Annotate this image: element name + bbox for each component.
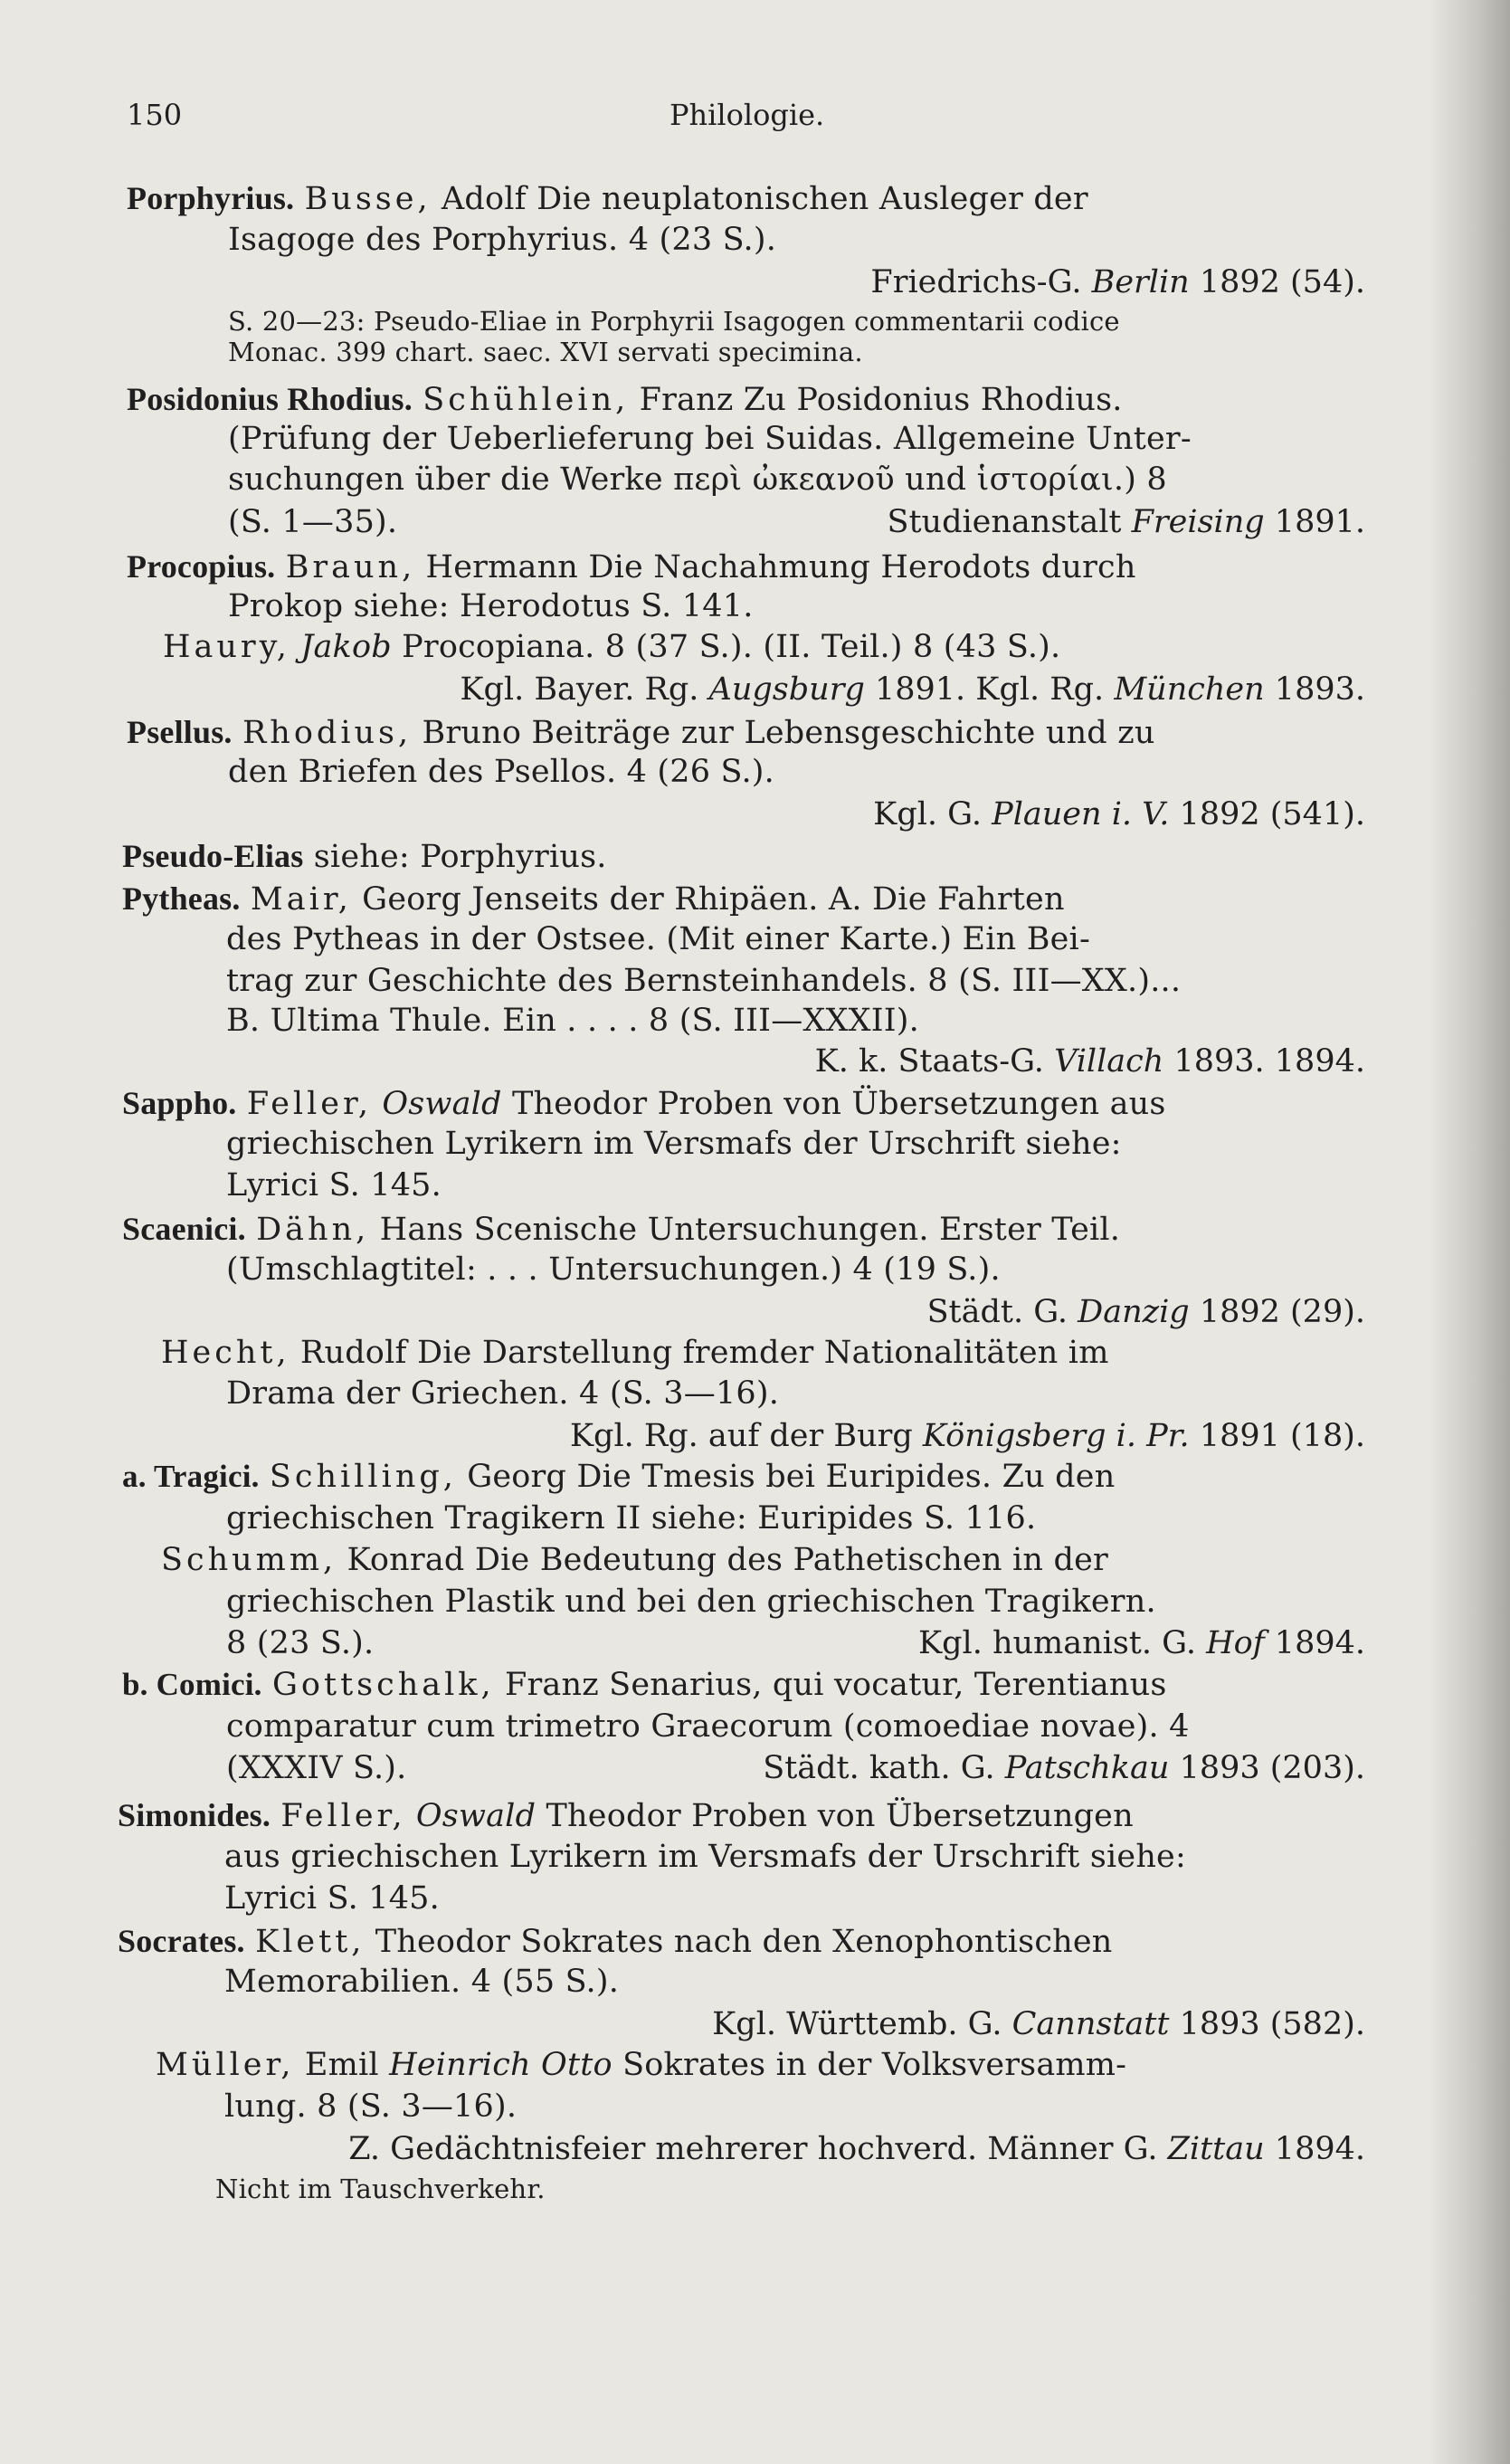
entry-porphyrius-note-2: Monac. 399 chart. saec. XVI servati specimina.	[228, 337, 863, 367]
entry-procopius-line-1: Procopius. Braun, Hermann Die Nachahmung Herodots durch	[127, 548, 1136, 585]
entry-tragici-location: Kgl. humanist. G. Hof 1894.	[917, 1625, 1365, 1661]
entry-pytheas-line-3: trag zur Geschichte des Bernsteinhandels. 8 (S. III—XX.)...	[226, 963, 1182, 999]
entry-comici-location: Städt. kath. G. Patschkau 1893 (203).	[763, 1750, 1365, 1786]
page-edge-shadow	[1429, 0, 1510, 2464]
entry-scaenici-line-3: Hecht, Rudolf Die Darstellung fremder Nationalitäten im	[161, 1335, 1109, 1371]
entry-scaenici-line-1: Scaenici. Dähn, Hans Scenische Untersuchungen. Erster Teil.	[122, 1211, 1121, 1248]
entry-sappho-line-1: Sappho. Feller, Oswald Theodor Proben von Übersetzungen aus	[122, 1085, 1166, 1122]
entry-scaenici-line-2: (Umschlagtitel: . . . Untersuchungen.) 4 (19 S.).	[226, 1251, 1001, 1288]
entry-comici-line-2: comparatur cum trimetro Graecorum (comoediae novae). 4	[226, 1708, 1190, 1745]
entry-socrates-location-2: Z. Gedächtnisfeier mehrerer hochverd. Männer G. Zittau 1894.	[348, 2131, 1365, 2167]
entry-comici-line-1: b. Comici. Gottschalk, Franz Senarius, qui vocatur, Terentianus	[122, 1667, 1167, 1703]
entry-simonides-line-2: aus griechischen Lyrikern im Versmafs der Urschrift siehe:	[224, 1839, 1186, 1875]
entry-sappho-line-2: griechischen Lyrikern im Versmafs der Urschrift siehe:	[226, 1126, 1122, 1162]
entry-socrates-line-3: Müller, Emil Heinrich Otto Sokrates in der Volksversamm-	[156, 2047, 1127, 2083]
entry-scaenici-line-4: Drama der Griechen. 4 (S. 3—16).	[226, 1375, 780, 1412]
entry-tragici-line-4: griechischen Plastik und bei den griechischen Tragikern.	[226, 1584, 1156, 1620]
entry-socrates-line-2: Memorabilien. 4 (55 S.).	[224, 1964, 620, 2000]
entry-tragici-line-1: a. Tragici. Schilling, Georg Die Tmesis bei Euripides. Zu den	[122, 1459, 1116, 1495]
entry-posidonius-line-4: (S. 1—35).	[228, 504, 398, 540]
entry-pytheas-line-1: Pytheas. Mair, Georg Jenseits der Rhipäen. A. Die Fahrten	[122, 880, 1065, 918]
page-number: 150	[127, 98, 183, 132]
entry-porphyrius-location: Friedrichs-G. Berlin 1892 (54).	[870, 264, 1365, 300]
entry-pytheas-location: K. k. Staats-G. Villach 1893. 1894.	[814, 1043, 1365, 1080]
entry-socrates-note: Nicht im Tauschverkehr.	[215, 2174, 546, 2204]
entry-sappho-line-3: Lyrici S. 145.	[226, 1167, 442, 1203]
entry-posidonius-line-3: suchungen über die Werke περὶ ὠκεανοῦ und ἱστορίαι.) 8	[228, 461, 1167, 498]
entry-socrates-line-1: Socrates. Klett, Theodor Sokrates nach den Xenophontischen	[118, 1923, 1113, 1960]
entry-psellus-line-2: den Briefen des Psellos. 4 (26 S.).	[228, 754, 774, 790]
entry-tragici-line-5: 8 (23 S.).	[226, 1625, 375, 1661]
entry-porphyrius-line-2: Isagoge des Porphyrius. 4 (23 S.).	[228, 222, 777, 258]
entry-psellus-location: Kgl. G. Plauen i. V. 1892 (541).	[873, 796, 1365, 832]
entry-procopius-line-2: Prokop siehe: Herodotus S. 141.	[228, 588, 754, 624]
entry-socrates-line-4: lung. 8 (S. 3—16).	[224, 2088, 518, 2125]
entry-comici-line-3: (XXXIV S.).	[226, 1750, 407, 1786]
entry-scaenici-location: Städt. G. Danzig 1892 (29).	[926, 1294, 1365, 1330]
entry-socrates-location: Kgl. Württemb. G. Cannstatt 1893 (582).	[712, 2006, 1365, 2042]
entry-scaenici-location-2: Kgl. Rg. auf der Burg Königsberg i. Pr. 1891 (18).	[569, 1418, 1365, 1454]
entry-pytheas-line-2: des Pytheas in der Ostsee. (Mit einer Karte.) Ein Bei-	[226, 921, 1090, 957]
entry-porphyrius-line-1: Porphyrius. Busse, Adolf Die neuplatonischen Ausleger der	[127, 180, 1088, 217]
entry-procopius-location: Kgl. Bayer. Rg. Augsburg 1891. Kgl. Rg. München 1893.	[460, 671, 1365, 708]
entry-posidonius-line-1: Posidonius Rhodius. Schühlein, Franz Zu Posidonius Rhodius.	[127, 381, 1123, 418]
entry-simonides-line-3: Lyrici S. 145.	[224, 1880, 440, 1917]
entry-simonides-line-1: Simonides. Feller, Oswald Theodor Proben von Übersetzungen	[118, 1797, 1134, 1834]
entry-pytheas-line-4: B. Ultima Thule. Ein . . . . 8 (S. III—XXXII).	[226, 1003, 919, 1039]
entry-porphyrius-note-1: S. 20—23: Pseudo-Eliae in Porphyrii Isagogen commentarii codice	[228, 306, 1120, 337]
entry-posidonius-line-2: (Prüfung der Ueberlieferung bei Suidas. Allgemeine Unter-	[228, 421, 1192, 457]
entry-psellus-line-1: Psellus. Rhodius, Bruno Beiträge zur Lebensgeschichte und zu	[127, 714, 1155, 751]
entry-posidonius-location: Studienanstalt Freising 1891.	[887, 504, 1365, 540]
entry-pseudo-elias: Pseudo-Elias siehe: Porphyrius.	[122, 838, 607, 875]
page-title: Philologie.	[670, 98, 825, 132]
entry-tragici-line-3: Schumm, Konrad Die Bedeutung des Pathetischen in der	[161, 1542, 1108, 1578]
entry-procopius-line-3: Haury, Jakob Procopiana. 8 (37 S.). (II. Teil.) 8 (43 S.).	[163, 629, 1061, 665]
entry-tragici-line-2: griechischen Tragikern II siehe: Euripides S. 116.	[226, 1500, 1037, 1536]
